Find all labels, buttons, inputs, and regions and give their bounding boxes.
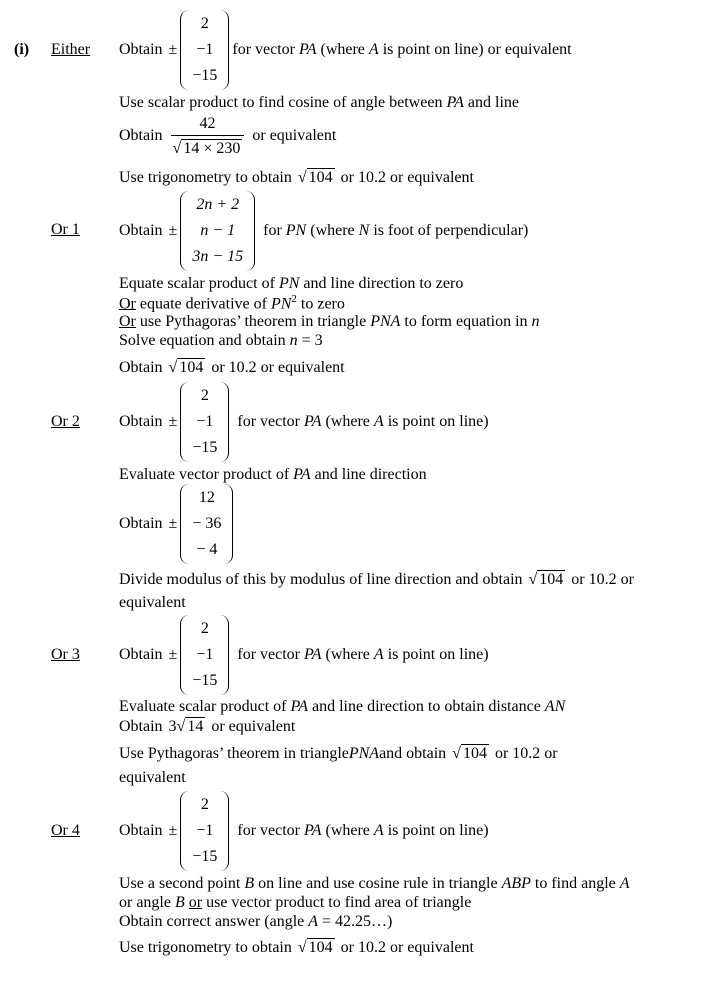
step-text: or angle [119,894,175,911]
step-text: is point on line) [383,822,489,840]
or2-step-vector [119,382,489,462]
or4-step-result [119,938,474,957]
math-var: PN [285,222,307,240]
step-text: to zero [296,295,345,313]
or1-step-equate [119,274,463,293]
superscript: 2 [291,293,297,305]
step-text: Evaluate vector product of [119,466,294,483]
sqrt-expression: √ 14 × 230 [172,140,241,158]
step-text: (where [321,646,374,664]
obtain-text: Obtain [119,222,163,240]
step-text: Use a second point [119,875,245,892]
step-text: for vector [237,413,304,431]
step-text: and line direction to zero [299,275,464,292]
math-var: PA [290,698,308,715]
step-text: use Pythagoras’ theorem in triangle [135,313,371,330]
or3-step-scalar-product [119,697,565,716]
or1-step-vector [119,191,528,271]
vector-entry: 2 [200,387,209,404]
fraction-numerator: 42 [199,115,216,132]
either-step-result [119,168,474,187]
math-var: PA [304,646,322,664]
step-text: (where [321,822,374,840]
vector-pa [180,10,229,90]
vector-entry: n − 1 [200,222,236,239]
math-var: PA [299,41,317,59]
vector-entry: − 4 [196,541,218,558]
or4-step-correct-answer [119,912,392,931]
step-text: = 3 [297,332,323,349]
step-text: is point on line) or equivalent [378,41,572,59]
plus-minus-sign: ± [168,822,178,840]
either-step-vector [119,10,572,90]
vector-entry: −1 [196,822,214,839]
obtain-text: Obtain [119,41,163,59]
step-text: for [263,222,286,240]
step-text: and line direction to obtain distance [307,698,545,715]
or2-step-equivalent: equivalent [119,594,186,611]
or4-step-vector [119,791,489,871]
math-var: A [373,413,384,431]
or-word: Or [119,295,136,313]
or-word: Or [119,313,136,330]
step-text: (where [321,413,374,431]
math-var: A [619,875,630,892]
math-var: A [368,41,379,59]
or1-step-result [119,358,345,377]
vector-entry: −15 [192,67,218,84]
vector-cross-product [180,484,233,564]
sqrt-radicand: 104 [539,571,564,589]
vector-pn [180,191,255,271]
step-text: or 10.2 or [494,745,558,762]
obtain-text: Obtain [119,359,163,376]
vector-entry: 2 [200,15,209,32]
plus-minus-sign: ± [168,413,178,431]
step-text: or equivalent [252,127,337,145]
vector-pa [180,791,229,871]
or1-step-pythagoras [119,312,540,331]
vector-entry: 2 [200,620,209,637]
step-text: is point on line) [383,646,489,664]
sqrt-radicand: 104 [308,169,333,187]
plus-minus-sign: ± [168,222,178,240]
math-var: PA [446,94,464,111]
sqrt-104: √ 104 [297,169,333,187]
step-text: for vector [232,41,299,59]
step-text: and line [463,94,520,111]
sqrt-radicand: 104 [308,939,333,957]
vector-entry: −1 [196,413,214,430]
sqrt-104: √ 104 [452,745,487,763]
math-var: AN [544,698,566,715]
sqrt-14: √ 14 [176,718,204,736]
sqrt-radicand: 104 [179,359,204,377]
obtain-text: Obtain [119,413,163,431]
either-step-scalar-product [119,93,519,112]
method-label-or2: Or 2 [51,413,80,430]
step-text: for vector [237,646,304,664]
math-var: PA [293,466,311,483]
math-var: PA [304,822,322,840]
method-label-or4: Or 4 [51,822,80,839]
sqrt-radicand: 14 × 230 [183,140,241,158]
vector-entry: − 36 [192,515,222,532]
math-var: A [373,646,384,664]
math-var: n [289,332,298,349]
or2-step-vector-product [119,465,427,484]
math-var: PNA [348,745,380,762]
step-text: or 10.2 or equivalent [211,359,345,376]
math-var: n [531,313,540,330]
vector-entry: −15 [192,848,218,865]
obtain-text: Obtain [119,646,163,664]
or3-step-equivalent: equivalent [119,769,186,786]
step-text: Divide modulus of this by modulus of line direction and obtain [119,571,523,588]
vector-entry: −15 [192,672,218,689]
step-text: is foot of perpendicular) [369,222,529,240]
sqrt-radicand: 14 [187,718,204,736]
method-label-either: Either [51,41,91,58]
step-text: on line and use cosine rule in triangle [254,875,502,892]
math-var: N [358,222,370,240]
plus-minus-sign: ± [168,515,178,533]
step-text: and obtain [379,745,447,762]
step-text: Use trigonometry to obtain [119,939,292,956]
obtain-text: Obtain [119,127,163,145]
step-text: equate derivative of [135,295,271,313]
step-text: (where [306,222,359,240]
coefficient: 3 [168,718,177,735]
vector-entry: 2 [200,796,209,813]
step-text: Equate scalar product of [119,275,279,292]
math-var: PN [270,295,292,313]
sqrt-104: √ 104 [528,571,564,589]
step-text: or 10.2 or equivalent [340,169,474,186]
or3-step-pythagoras [119,744,558,763]
step-text: Solve equation and obtain [119,332,290,349]
or2-step-divide [119,570,634,589]
or3-step-vector [119,615,489,695]
plus-minus-sign: ± [168,646,178,664]
step-text: or 10.2 or equivalent [340,939,474,956]
step-text: Evaluate scalar product of [119,698,291,715]
vector-pa [180,382,229,462]
step-text: and line direction [310,466,427,483]
step-text: to form equation in [400,313,532,330]
or-word: or [188,894,203,911]
method-label-or3: Or 3 [51,646,80,663]
math-var: ABP [501,875,531,892]
math-var: B [244,875,255,892]
sqrt-104: √ 104 [297,939,333,957]
or4-step-second-point [119,874,630,893]
math-var: PA [304,413,322,431]
step-text: Use Pythagoras’ theorem in triangle [119,745,349,762]
or4-step-angle-b [119,893,471,912]
vector-entry: −1 [196,41,214,58]
plus-minus-sign: ± [168,41,178,59]
vector-entry: −15 [192,439,218,456]
sqrt-104: √ 104 [168,359,204,377]
or1-step-derivative [119,293,345,314]
step-text: is point on line) [383,413,489,431]
or2-step-product-vector [119,484,233,564]
step-text: for vector [237,822,304,840]
step-text: or 10.2 or [571,571,634,588]
part-label: (i) [14,41,30,58]
either-step-cosine [119,114,336,158]
or1-step-solve [119,331,323,350]
obtain-text: Obtain [119,515,163,533]
vector-entry: 3n − 15 [192,248,244,265]
step-text: Use scalar product to find cosine of angle between [119,94,447,111]
method-label-or1: Or 1 [51,221,80,238]
step-text: = 42.25…) [318,913,393,930]
sqrt-radicand: 104 [462,745,487,763]
vector-entry: 12 [198,489,215,506]
obtain-text: Obtain [119,822,163,840]
step-text: (where [316,41,369,59]
math-var: PN [278,275,300,292]
math-var: A [308,913,319,930]
math-var: B [174,894,185,911]
math-var: A [373,822,384,840]
step-text: or equivalent [211,718,296,735]
step-text: Obtain correct answer (angle [119,913,309,930]
vector-pa [180,615,229,695]
step-text: use vector product to find area of triangle [202,894,472,911]
obtain-text: Obtain [119,718,163,735]
vector-entry: 2n + 2 [196,196,240,213]
math-var: PNA [370,313,401,330]
step-text: Use trigonometry to obtain [119,169,292,186]
vector-entry: −1 [196,646,214,663]
step-text: to find angle [530,875,620,892]
or3-step-distance [119,717,295,736]
cosine-fraction [171,114,245,158]
